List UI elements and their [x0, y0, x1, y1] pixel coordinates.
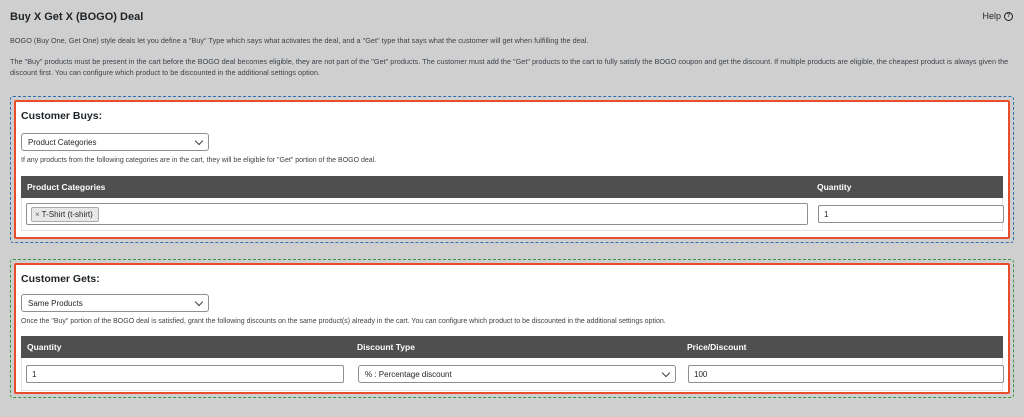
column-header-price-discount: Price/Discount	[687, 342, 747, 352]
get-quantity-input[interactable]: 1	[26, 365, 344, 383]
buys-table-header	[21, 176, 1003, 198]
get-type-select[interactable]	[21, 294, 209, 312]
chevron-down-icon	[662, 369, 670, 377]
customer-buys-panel	[14, 100, 1010, 239]
customer-buys-section	[10, 96, 1014, 243]
column-header-quantity: Quantity	[817, 182, 852, 192]
customer-gets-title: Customer Gets:	[21, 273, 100, 285]
column-header-categories: Product Categories	[27, 182, 106, 192]
buy-type-select[interactable]	[21, 133, 209, 151]
customer-gets-panel	[14, 263, 1010, 394]
page-title: Buy X Get X (BOGO) Deal	[10, 11, 144, 23]
customer-buys-title: Customer Buys:	[21, 110, 103, 122]
get-type-value: Same Products	[28, 298, 83, 308]
customer-buys-description: If any products from the following categories are in the cart, they will be eligible for "Get" portion of the BOGO deal.	[21, 157, 377, 164]
category-tag	[31, 207, 99, 222]
discount-type-select[interactable]	[358, 365, 676, 383]
discount-type-value: % : Percentage discount	[365, 369, 452, 379]
column-header-discount-type: Discount Type	[357, 342, 415, 352]
chevron-down-icon	[195, 137, 203, 145]
category-select-field[interactable]	[26, 203, 808, 225]
customer-gets-section	[10, 259, 1014, 398]
help-link[interactable]	[982, 11, 1013, 21]
buys-table-row	[21, 198, 1003, 231]
customer-gets-description: Once the "Buy" portion of the BOGO deal is satisfied, grant the following discounts on the same product(s) already in the cart. You can configure which product to be discounted in the additional settings option.	[21, 318, 666, 325]
buy-type-value: Product Categories	[28, 137, 97, 147]
gets-table-header	[21, 336, 1003, 358]
help-label: Help	[982, 11, 1001, 21]
help-icon: ?	[1004, 12, 1013, 21]
remove-tag-icon[interactable]: ×	[35, 210, 40, 219]
gets-table-row	[21, 358, 1003, 391]
chevron-down-icon	[195, 298, 203, 306]
deal-description-details: The "Buy" products must be present in the cart before the BOGO deal becomes eligible, they are not part of the "Get" products. The customer must add the "Get" products to the cart to fully satisfy the BOGO coupon and get the discount. If multiple products are eligible, the cheapest product is always given the discount first. You can configure which product to be discounted in the additional settings option.	[10, 57, 1009, 77]
buy-quantity-input[interactable]: 1	[818, 205, 1004, 223]
category-tag-label: T-Shirt (t-shirt)	[41, 210, 93, 219]
deal-description-intro: BOGO (Buy One, Get One) style deals let you define a "Buy" Type which says what activates the deal, and a "Get" type that says what the customer will get when fulfilling the deal.	[10, 36, 589, 45]
price-discount-input[interactable]: 100	[688, 365, 1004, 383]
column-header-quantity: Quantity	[27, 342, 62, 352]
